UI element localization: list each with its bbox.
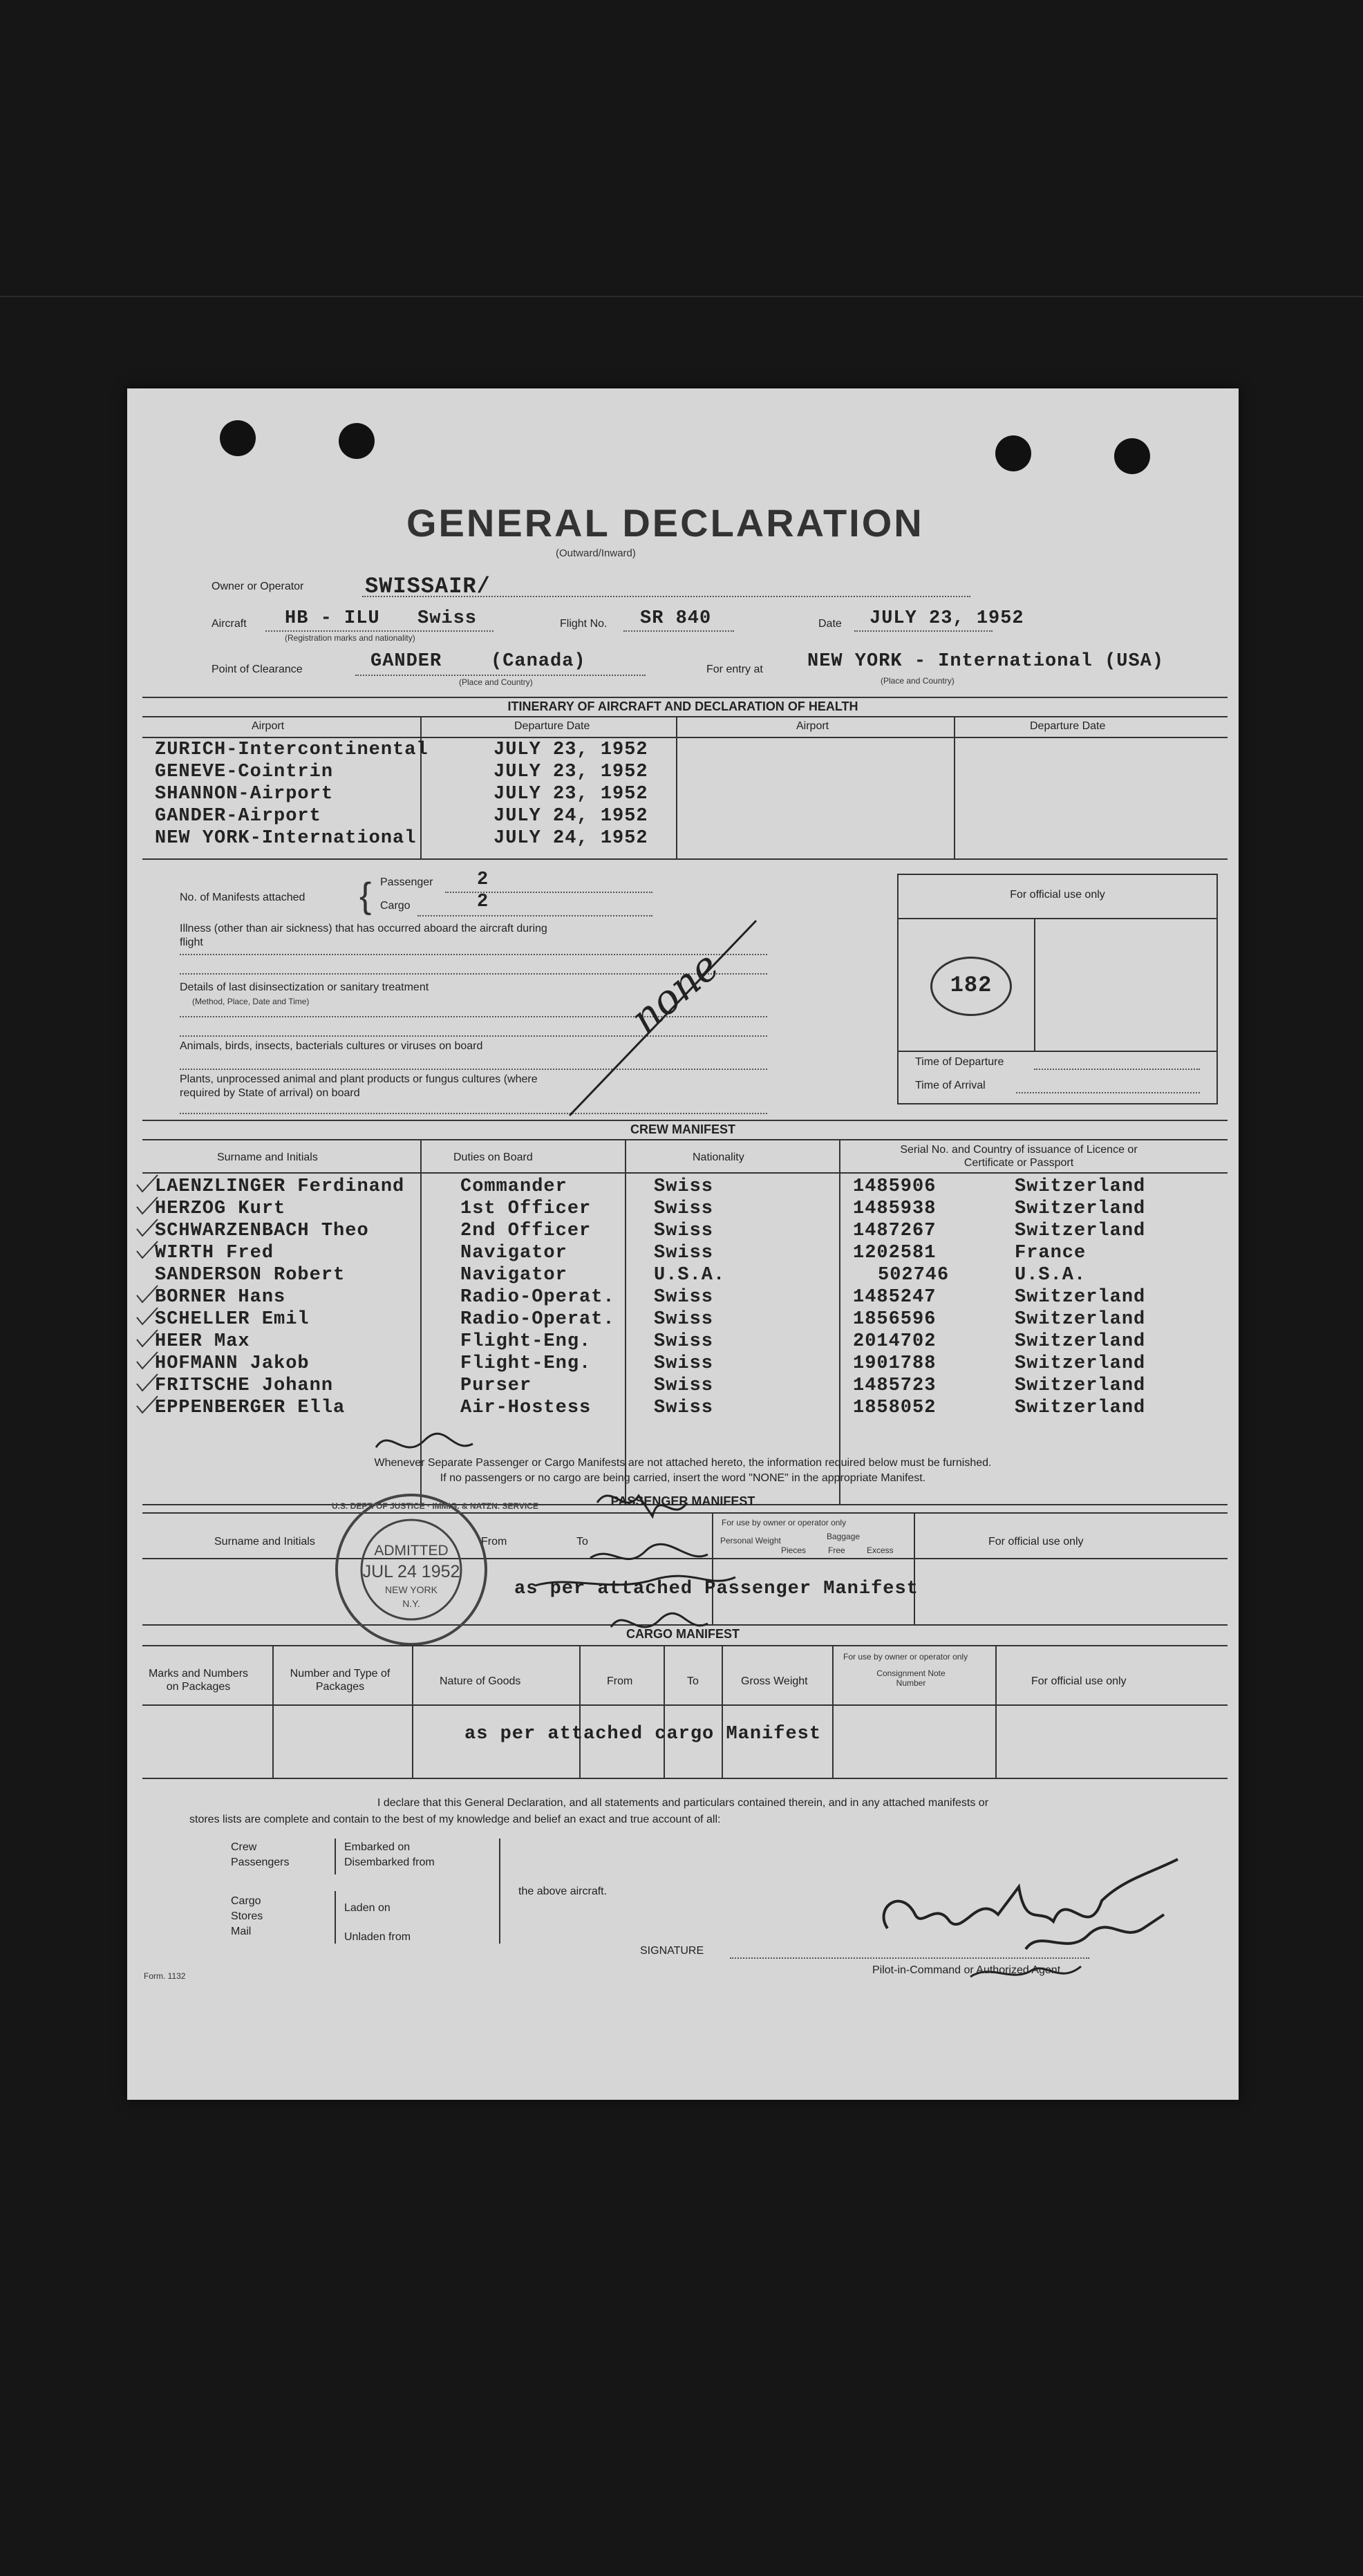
manifests-label: No. of Manifests attached — [180, 892, 306, 903]
crew-name: HEER Max — [155, 1331, 250, 1352]
signature-label: SIGNATURE — [640, 1945, 704, 1957]
crew-serial: 1858052 — [853, 1398, 937, 1418]
itinerary-date: JULY 24, 1952 — [494, 828, 648, 849]
passenger-label: Passenger — [380, 876, 433, 888]
check-marks — [134, 1174, 162, 1429]
form-title: GENERAL DECLARATION — [406, 501, 924, 545]
itinerary-airport: GENEVE-Cointrin — [155, 762, 334, 782]
official-number: 182 — [930, 957, 1012, 1016]
crew-name: FRITSCHE Johann — [155, 1375, 334, 1396]
itinerary-airport: ZURICH-Intercontinental — [155, 740, 429, 760]
crew-nationality: Swiss — [654, 1353, 714, 1374]
owner-label: Owner or Operator — [212, 581, 304, 592]
itinerary-date: JULY 23, 1952 — [494, 784, 648, 805]
crew-duty: Navigator — [460, 1243, 567, 1263]
handwritten-none — [542, 914, 777, 1121]
punch-hole — [1114, 438, 1150, 474]
crew-duty: Commander — [460, 1176, 567, 1197]
plants-label: Plants, unprocessed animal and plant products or fungus cultures (where required by State of arrival) on board — [180, 1073, 538, 1099]
official-use-box — [897, 874, 1218, 1104]
crew-serial: 1856596 — [853, 1309, 937, 1330]
decl-cargo: Cargo — [231, 1895, 261, 1907]
pax-col-owner-use: For use by owner or operator only — [722, 1518, 847, 1527]
pax-col-to: To — [576, 1536, 588, 1548]
decl-passengers: Passengers — [231, 1856, 290, 1868]
crew-heading: CREW MANIFEST — [630, 1122, 735, 1136]
stamp-place: NEW YORK — [385, 1584, 438, 1595]
entry-value: NEW YORK - International (USA) — [807, 651, 1165, 672]
crew-serial: 1485906 — [853, 1176, 937, 1197]
signature-role: Pilot-in-Command or Authorized Agent. — [872, 1964, 1064, 1976]
crew-serial: 1202581 — [853, 1243, 937, 1263]
handwritten-annotation — [362, 1420, 749, 1648]
clearance-label: Point of Clearance — [212, 664, 303, 675]
clearance-country: (Canada) — [491, 651, 586, 672]
crew-duty: Navigator — [460, 1265, 567, 1286]
scan-band — [0, 296, 1363, 297]
crew-country: U.S.A. — [1015, 1265, 1087, 1286]
flight-value: SR 840 — [640, 608, 712, 629]
date-label: Date — [818, 618, 842, 630]
crew-duty: Radio-Operat. — [460, 1287, 615, 1308]
decl-crew: Crew — [231, 1841, 257, 1853]
aircraft-label: Aircraft — [212, 618, 247, 630]
cargo-heading: CARGO MANIFEST — [626, 1627, 740, 1641]
punch-hole — [220, 420, 256, 456]
itinerary-date: JULY 24, 1952 — [494, 806, 648, 827]
crew-serial: 1487267 — [853, 1221, 937, 1241]
crew-country: Switzerland — [1015, 1398, 1146, 1418]
decl-disembarked: Disembarked from — [344, 1856, 435, 1868]
itinerary-col-airport-2: Airport — [796, 720, 829, 732]
crew-nationality: Swiss — [654, 1309, 714, 1330]
cargo-count: 2 — [477, 892, 489, 912]
cargo-entry: as per attached cargo Manifest — [464, 1724, 822, 1745]
official-use-label: For official use only — [1010, 889, 1105, 901]
itinerary-col-airport: Airport — [252, 720, 285, 732]
punch-hole — [339, 423, 375, 459]
crew-name: SCHWARZENBACH Theo — [155, 1221, 369, 1241]
crew-country: Switzerland — [1015, 1375, 1146, 1396]
crew-serial: 2014702 — [853, 1331, 937, 1352]
flight-label: Flight No. — [560, 618, 608, 630]
signature — [860, 1845, 1205, 1991]
cargo-col-consignment: Consignment Note Number — [876, 1668, 946, 1688]
cargo-label: Cargo — [380, 900, 411, 912]
decl-embarked: Embarked on — [344, 1841, 411, 1853]
crew-name: HOFMANN Jakob — [155, 1353, 310, 1374]
crew-nationality: Swiss — [654, 1221, 714, 1241]
crew-nationality: Swiss — [654, 1287, 714, 1308]
crew-col-name: Surname and Initials — [217, 1151, 318, 1163]
entry-note: (Place and Country) — [881, 676, 955, 686]
decl-stores: Stores — [231, 1910, 263, 1922]
crew-name: HERZOG Kurt — [155, 1198, 286, 1219]
itinerary-airport: GANDER-Airport — [155, 806, 321, 827]
form-number: Form. 1132 — [144, 1971, 186, 1981]
crew-nationality: Swiss — [654, 1243, 714, 1263]
itinerary-date: JULY 23, 1952 — [494, 740, 648, 760]
crew-name: SANDERSON Robert — [155, 1265, 346, 1286]
aircraft-value: HB - ILU — [285, 608, 380, 629]
crew-col-nationality: Nationality — [693, 1151, 744, 1163]
clearance-value: GANDER — [370, 651, 442, 672]
pax-col-name: Surname and Initials — [214, 1536, 315, 1548]
crew-nationality: Swiss — [654, 1398, 714, 1418]
crew-country: Switzerland — [1015, 1331, 1146, 1352]
pax-col-official: For official use only — [988, 1536, 1084, 1548]
itinerary-col-departure-2: Departure Date — [1030, 720, 1106, 732]
crew-country: Switzerland — [1015, 1176, 1146, 1197]
crew-name: EPPENBERGER Ella — [155, 1398, 346, 1418]
aircraft-nationality: Swiss — [417, 608, 478, 629]
punch-hole — [995, 435, 1031, 471]
cargo-col-to: To — [687, 1675, 699, 1687]
crew-duty: Purser — [460, 1375, 532, 1396]
crew-country: Switzerland — [1015, 1309, 1146, 1330]
pax-col-baggage: Baggage — [827, 1532, 861, 1541]
pax-entry: as per attached Passenger Manifest — [514, 1579, 919, 1599]
crew-duty: 1st Officer — [460, 1198, 592, 1219]
crew-serial: 1485247 — [853, 1287, 937, 1308]
crew-nationality: U.S.A. — [654, 1265, 726, 1286]
crew-name: SCHELLER Emil — [155, 1309, 310, 1330]
aircraft-note: (Registration marks and nationality) — [285, 633, 415, 643]
decl-unladen: Unladen from — [344, 1931, 411, 1943]
disinsect-label: Details of last disinsectization or sanitary treatment — [180, 981, 429, 993]
crew-name: BORNER Hans — [155, 1287, 286, 1308]
brace: { — [359, 876, 372, 916]
cargo-col-nature: Nature of Goods — [440, 1675, 521, 1687]
stamp-state: N.Y. — [402, 1598, 420, 1609]
crew-nationality: Swiss — [654, 1198, 714, 1219]
itinerary-heading: ITINERARY OF AIRCRAFT AND DECLARATION OF HEALTH — [507, 699, 858, 713]
decl-mail: Mail — [231, 1926, 252, 1937]
manifest-note-2: If no passengers or no cargo are being carried, insert the word "NONE" in the appropriate Manifest. — [440, 1472, 926, 1484]
crew-duty: Radio-Operat. — [460, 1309, 615, 1330]
cargo-col-owner-use: For use by owner or operator only — [843, 1652, 968, 1662]
stamp-ring-text: U.S. DEPT. OF JUSTICE · IMMIG. & NATZN. SERVICE — [332, 1501, 538, 1511]
pax-col-free: Free — [828, 1545, 845, 1555]
pax-col-excess: Excess — [867, 1545, 894, 1555]
pax-col-weight: Personal Weight — [720, 1536, 781, 1545]
crew-name: WIRTH Fred — [155, 1243, 274, 1263]
crew-country: Switzerland — [1015, 1198, 1146, 1219]
pax-col-pieces: Pieces — [781, 1545, 807, 1555]
stamp-admitted: ADMITTED — [374, 1543, 449, 1559]
svg-text:none: none — [621, 942, 728, 1042]
illness-label: Illness (other than air sickness) that has occurred aboard the aircraft during flight — [180, 923, 547, 948]
crew-nationality: Swiss — [654, 1176, 714, 1197]
crew-duty: Air-Hostess — [460, 1398, 592, 1418]
declaration-line-1: I declare that this General Declaration, and all statements and particulars contained therein, and in any attached manifests or — [377, 1797, 989, 1809]
declaration-line-2: stores lists are complete and contain to the best of my knowledge and belief an exact and true account of all: — [189, 1814, 721, 1825]
manifest-note-1: Whenever Separate Passenger or Cargo Manifests are not attached hereto, the information required below must be furnished. — [374, 1457, 992, 1469]
crew-duty: Flight-Eng. — [460, 1353, 592, 1374]
stamp-date: JUL 24 1952 — [362, 1562, 460, 1581]
crew-country: Switzerland — [1015, 1221, 1146, 1241]
animals-label: Animals, birds, insects, bacterials cultures or viruses on board — [180, 1040, 483, 1052]
crew-col-serial: Serial No. and Country of issuance of Licence or Certificate or Passport — [900, 1144, 1138, 1169]
itinerary-airport: SHANNON-Airport — [155, 784, 334, 805]
crew-country: France — [1015, 1243, 1087, 1263]
itinerary-col-departure: Departure Date — [514, 720, 590, 732]
date-value: JULY 23, 1952 — [870, 608, 1024, 629]
passenger-count: 2 — [477, 869, 489, 890]
cargo-col-marks: Marks and Numbers on Packages — [148, 1668, 249, 1693]
itinerary-airport: NEW YORK-International — [155, 828, 417, 849]
disinsect-note: (Method, Place, Date and Time) — [192, 997, 310, 1006]
owner-value: SWISSAIR/ — [365, 574, 491, 599]
crew-country: Switzerland — [1015, 1287, 1146, 1308]
time-arrival-label: Time of Arrival — [915, 1080, 986, 1091]
clearance-note: (Place and Country) — [459, 677, 533, 687]
crew-col-duties: Duties on Board — [453, 1151, 533, 1163]
cargo-col-from: From — [607, 1675, 633, 1687]
crew-serial: 502746 — [878, 1265, 950, 1286]
crew-nationality: Swiss — [654, 1331, 714, 1352]
crew-nationality: Swiss — [654, 1375, 714, 1396]
crew-duty: 2nd Officer — [460, 1221, 592, 1241]
crew-serial: 1485723 — [853, 1375, 937, 1396]
crew-serial: 1485938 — [853, 1198, 937, 1219]
itinerary-date: JULY 23, 1952 — [494, 762, 648, 782]
cargo-col-number: Number and Type of Packages — [290, 1668, 391, 1693]
entry-label: For entry at — [706, 664, 763, 675]
cargo-col-gross: Gross Weight — [741, 1675, 808, 1687]
form-subtitle: (Outward/Inward) — [556, 547, 636, 559]
crew-name: LAENZLINGER Ferdinand — [155, 1176, 405, 1197]
decl-laden: Laden on — [344, 1902, 391, 1914]
cargo-col-official: For official use only — [1031, 1675, 1127, 1687]
crew-country: Switzerland — [1015, 1353, 1146, 1374]
pax-col-from: From — [481, 1536, 507, 1548]
declaration-form — [127, 388, 1239, 2100]
time-departure-label: Time of Departure — [915, 1056, 1004, 1068]
crew-duty: Flight-Eng. — [460, 1331, 592, 1352]
decl-aircraft: the above aircraft. — [518, 1886, 608, 1897]
crew-serial: 1901788 — [853, 1353, 937, 1374]
passenger-heading: PASSENGER MANIFEST — [610, 1494, 755, 1508]
